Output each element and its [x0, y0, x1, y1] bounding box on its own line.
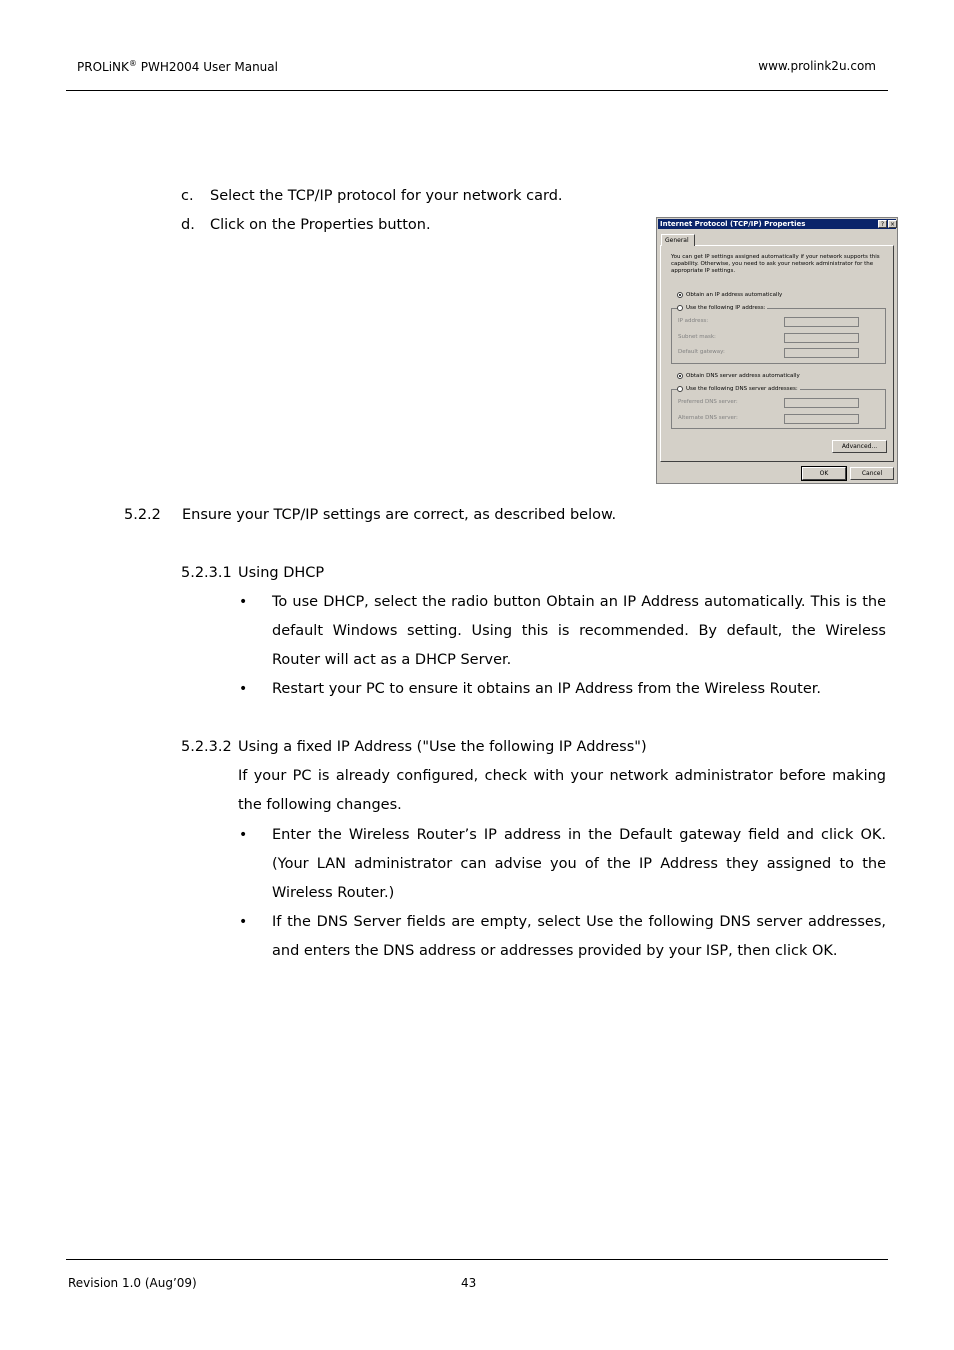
section-5-2-2 [124, 501, 616, 530]
page-number: 43 [461, 1276, 477, 1290]
header-divider [66, 90, 888, 91]
registered-mark: ® [128, 59, 137, 68]
section-title: Using a fixed IP Address ("Use the following IP Address") [238, 739, 647, 755]
radio-unselected-icon [677, 305, 683, 311]
radio-label: Use the following DNS server addresses: [686, 386, 798, 392]
manual-title: PWH2004 User Manual [140, 60, 278, 74]
subnet-mask-field[interactable] [784, 333, 859, 343]
header-title [77, 59, 278, 74]
section-text: Ensure your TCP/IP settings are correct, as described below. [182, 507, 617, 523]
fixed-ip-intro: If your PC is already configured, check with your network administrator before making the following changes. [238, 768, 886, 813]
section-number: 5.2.3.2 [181, 739, 232, 755]
section-number: 5.2.2 [124, 507, 161, 523]
brand-name: PROLiNK [77, 60, 129, 74]
dialog-description: You can get IP settings assigned automatically if your network supports this capability. Otherwise, you need to ask your network administrator for the appropriate IP settings. [671, 254, 880, 274]
advanced-button[interactable]: Advanced... [832, 440, 887, 453]
dialog-title-bar [658, 219, 896, 229]
radio-label: Obtain DNS server address automatically [686, 373, 800, 379]
alternate-dns-label: Alternate DNS server: [678, 415, 738, 421]
footer-revision: Revision 1.0 (Aug’09) [68, 1276, 197, 1290]
section-title: Using DHCP [238, 565, 325, 581]
help-button[interactable]: ? [878, 220, 887, 228]
default-gateway-field[interactable] [784, 348, 859, 358]
step-text: Select the TCP/IP protocol for your network card. [210, 188, 563, 204]
dialog-title: Internet Protocol (TCP/IP) Properties [660, 220, 806, 228]
radio-label: Obtain an IP address automatically [686, 292, 783, 298]
default-gateway-label: Default gateway: [678, 349, 725, 355]
preferred-dns-label: Preferred DNS server: [678, 399, 738, 405]
footer-divider [66, 1259, 888, 1260]
fixed-ip-bullet-2: If the DNS Server fields are empty, select Use the following DNS server addresses, and enters the DNS address or addresses provided by your ISP, then click OK. [272, 914, 886, 959]
preferred-dns-field[interactable] [784, 398, 859, 408]
dhcp-bullet-2: Restart your PC to ensure it obtains an IP Address from the Wireless Router. [272, 681, 821, 697]
step-c [181, 182, 563, 211]
radio-unselected-icon [677, 386, 683, 392]
close-button[interactable]: × [889, 221, 896, 228]
dhcp-bullet-1: To use DHCP, select the radio button Obtain an IP Address automatically. This is the default Windows setting. Using this is recommended. By default, the Wireless Router will act as a DHCP Server. [272, 594, 886, 668]
cancel-button[interactable]: Cancel [850, 467, 894, 480]
radio-obtain-dns[interactable] [677, 372, 800, 380]
radio-label: Use the following IP address: [686, 305, 766, 311]
header-website: www.prolink2u.com [758, 59, 876, 73]
step-label: d. [181, 217, 195, 233]
step-d [181, 211, 431, 240]
radio-obtain-ip[interactable] [677, 291, 782, 299]
step-text: Click on the Properties button. [210, 217, 431, 233]
tcpip-properties-dialog [656, 217, 898, 484]
ip-address-field[interactable] [784, 317, 859, 327]
alternate-dns-field[interactable] [784, 414, 859, 424]
radio-use-dns[interactable] [677, 385, 800, 393]
ok-button[interactable]: OK [802, 467, 846, 480]
bullet-icon: • [239, 594, 248, 610]
bullet-icon: • [239, 827, 248, 843]
radio-selected-icon [677, 373, 683, 379]
ip-address-label: IP address: [678, 318, 709, 324]
subnet-mask-label: Subnet mask: [678, 334, 716, 340]
section-number: 5.2.3.1 [181, 565, 232, 581]
step-label: c. [181, 188, 194, 204]
section-5-2-3-2-heading [181, 733, 647, 762]
bullet-icon: • [239, 914, 248, 930]
section-5-2-3-1-heading [181, 559, 324, 588]
radio-use-ip[interactable] [677, 304, 767, 312]
radio-selected-icon [677, 292, 683, 298]
fixed-ip-bullet-1: Enter the Wireless Router’s IP address in the Default gateway field and click OK. (Your LAN administrator can advise you of the IP Address they assigned to the Wireless Router.) [272, 827, 886, 901]
tab-general[interactable]: General [661, 234, 695, 246]
bullet-icon: • [239, 681, 248, 697]
